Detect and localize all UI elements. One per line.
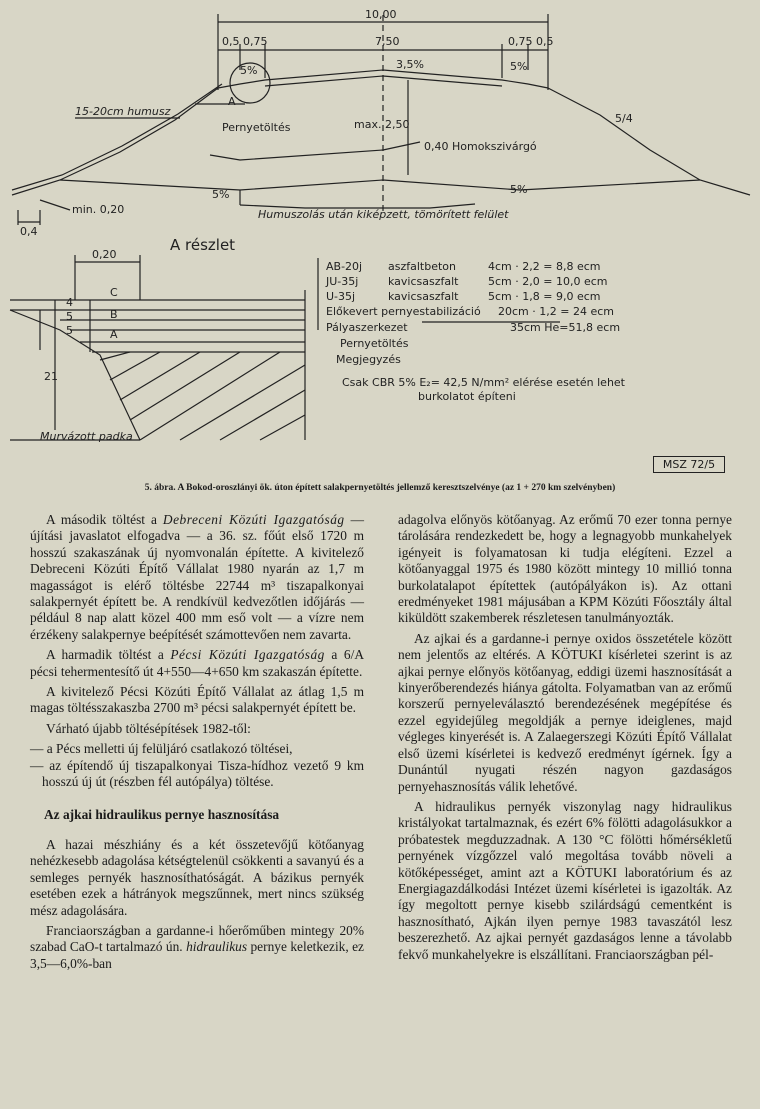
legend-fill: Pernyetöltés — [340, 337, 409, 350]
paragraph: A hazai mészhiány és a két összetevőjű kötőanyag nehézkesebb adagolása kétségtelenül csökkenti a savanyú és a semleges pernyék hasznosíthatóságát. A bázikus pernyék esetében ezek a hátrányok megszűnnek, mert nincs szükség mész adagolására. — [30, 836, 364, 918]
legend-pavement: Pályaszerkezet — [326, 321, 408, 334]
paragraph: Franciaországban a gardanne-i hőerőműben mintegy 20% szabad CaO-t tartalmazó ún. hidraulikus pernye keletkezik, ez 3,5—6,0%-ban — [30, 922, 365, 971]
paragraph: A hidraulikus pernyék viszonylag nagy hidraulikus kristályokat tartalmaznak, és ezért 6% fölötti adagolásukkor a próbatestek megduzzadnak. A 130 °C fölötti hőmérsékletű pernyének vízgőzzel való megoltása tovább növeli a kötőképességet, amint azt a KÖTUKI laboratórium és az Energiagazdálkodási Intézet üzemi kísérletei is igazolták. Az így megoltott pernye kisebb szilárdságú cementként is hasznosítható, Ajkán ilyen pernye 1983 tavaszától lesz beszerezhető. Az ajkai pernyét gazdaságos lenne a távolabb fekvő munkahelyekre is elszállítani. Franciaországban pél- — [398, 798, 732, 962]
sand-drain-label: 0,40 Homokszivárgó — [424, 140, 537, 153]
legend-3-name: kavicsaszfalt — [388, 290, 459, 303]
detail-title: A részlet — [170, 236, 236, 254]
left-dims-label: 0,5 0,75 — [222, 35, 268, 48]
side-dim-1: 4 — [66, 296, 73, 309]
legend-1-name: aszfaltbeton — [388, 260, 456, 273]
bottom-slope-right-label: 5% — [510, 183, 528, 196]
figure-caption: 5. ábra. A Bokod-oroszlányi ök. úton épített salakpernyetöltés jellemző keresztszelvénye (az 1 + 270 km szelvényben) — [144, 483, 616, 493]
side-dim-4: 21 — [44, 370, 58, 383]
detail-dim-020: 0,20 — [92, 248, 117, 261]
legend-3-code: U-35j — [326, 290, 356, 303]
cross-section-figure — [0, 0, 760, 505]
topsoil-label: 15-20cm humusz — [75, 105, 171, 118]
section-heading: Az ajkai hidraulikus pernye hasznosítása — [44, 806, 280, 822]
term: hidraulikus — [186, 939, 248, 955]
note-line-2: burkolatot építeni — [418, 390, 516, 403]
list-item: — az építendő új tiszapalkonyai Tisza-hídhoz vezető 9 km hosszú új út (részben fél autópálya) töltése. — [30, 757, 364, 790]
min-depth-label: min. 0,20 — [72, 203, 125, 216]
legend-1-code: AB-20j — [326, 260, 363, 273]
legend-2-name: kavicsaszfalt — [388, 275, 459, 288]
middle-width-label: 7,50 — [375, 35, 400, 48]
legend-2-spec: 5cm · 2,0 = 10,0 ecm — [488, 275, 608, 288]
max-height-label: max. 2,50 — [354, 118, 410, 131]
note-title: Megjegyzés — [336, 353, 401, 366]
left-column — [30, 512, 364, 976]
bottom-caption-label: Humuszolás után kiképzett, tömörített felület — [258, 208, 509, 221]
total-width-label: 10,00 — [365, 8, 397, 21]
width-04-label: 0,4 — [20, 225, 38, 238]
layer-code-b: B — [110, 308, 118, 321]
slope-center-label: 3,5% — [396, 58, 424, 71]
legend-stab: Előkevert pernyestabilizáció — [326, 305, 481, 318]
cross-section-drawing — [0, 0, 760, 505]
legend-pavement-spec: 35cm He=51,8 ecm — [510, 321, 621, 334]
layer-code-c: C — [110, 286, 118, 299]
fill-label: Pernyetöltés — [222, 121, 291, 134]
legend-stab-spec: 20cm · 1,2 = 24 ecm — [498, 305, 614, 318]
slope-left-label: 5% — [240, 64, 258, 77]
organization-name: Debreceni Közúti Igazgatóság — [162, 512, 345, 527]
side-dim-3: 5 — [66, 324, 73, 337]
paragraph: Az ajkai és a gardanne-i pernye oxidos összetétele között nem jelentős az eltérés. A KÖTUKI kísérletei szerint is az ajkai pernye előnyös kötőanyag, eddigi üzemi hasznosítását a kinyerőberendezés hiánya gátolta. Folyamatban van az erőmű korszerű pernyeleválasztó berendezésének megépítése és ezzel egyidejűleg megoldják a pernye ideiglenes, majd végleges kinyerését is. A Zalaegerszegi Közúti Építő Vállalat első üzemi kísérletei is kedvező eredményt ígérnek. Így a Dunántúl nyugati részén nagyon gazdaságos pernyehasznosítás válik lehetővé. — [398, 630, 732, 794]
paragraph: adagolva előnyös kötőanyag. Az erőmű 70 ezer tonna pernye tárolására rendezkedett be, hogy a legnagyobb munkahelyek igényeit is folyamatosan ki tudja elégíteni. Ezzel a kötőanyaggal 1975 és 1980 között mintegy 10 millió tonna burkolatalapot építettek (autópályákon is). Az ottani eredményeket 1981 májusában a KPM Közúti Főosztály által kiküldött szakemberek részletesen tanulmányozták. — [398, 512, 732, 626]
paragraph: A harmadik töltést a Pécsi Közúti Igazgatóság a 6/A pécsi tehermentesítő út 4+550—4+650 km szakaszán építette. — [30, 647, 364, 679]
list-item: — a Pécs melletti új felüljáró csatlakozó töltései, — [30, 741, 293, 757]
standard-box: MSZ 72/5 — [653, 456, 725, 473]
right-dims-label: 0,75 0,5 — [508, 35, 554, 48]
side-dim-2: 5 — [66, 310, 73, 323]
paragraph: Várható újabb töltésépítések 1982-től: — [46, 720, 251, 736]
paragraph: A kivitelező Pécsi Közúti Építő Vállalat az átlag 1,5 m magas töltésszakaszba 2700 m³ pécsi salakpernyét épített be. — [30, 684, 364, 716]
note-line-1: Csak CBR 5% E₂= 42,5 N/mm² elérése esetén lehet — [342, 376, 625, 389]
legend-3-spec: 5cm · 1,8 = 9,0 ecm — [488, 290, 601, 303]
legend-2-code: JU-35j — [326, 275, 359, 288]
paragraph: A második töltést a Debreceni Közúti Igazgatóság — újítási javaslatot elfogadva — a 36. sz. főút első 1720 m hosszú szakaszának új nyomvonalán építette. A kivitelező Debreceni Közúti Építő Vállalat 1980 nyarán az 1,7 m magasságot is elérő töltésbe 22744 m³ tiszapalkonyai salakpernyét épített be. A rendkívül kedvezőtlen időjárás — például 8 nap alatt közel 400 mm eső volt — a vízre nem érzékeny salakpernye beépítését számottevően nem zavarta. — [30, 512, 364, 642]
detail-marker-label: A — [228, 95, 236, 108]
organization-name: Pécsi Közúti Igazgatóság — [170, 647, 325, 663]
slope-right-label: 5% — [510, 60, 528, 73]
right-column — [398, 512, 732, 967]
slope-ratio-label: 5/4 — [615, 112, 633, 125]
layer-code-a: A — [110, 328, 118, 341]
legend-1-spec: 4cm · 2,2 = 8,8 ecm — [488, 260, 601, 273]
bottom-slope-left-label: 5% — [212, 188, 230, 201]
curb-label: Murvázott padka — [40, 430, 133, 443]
